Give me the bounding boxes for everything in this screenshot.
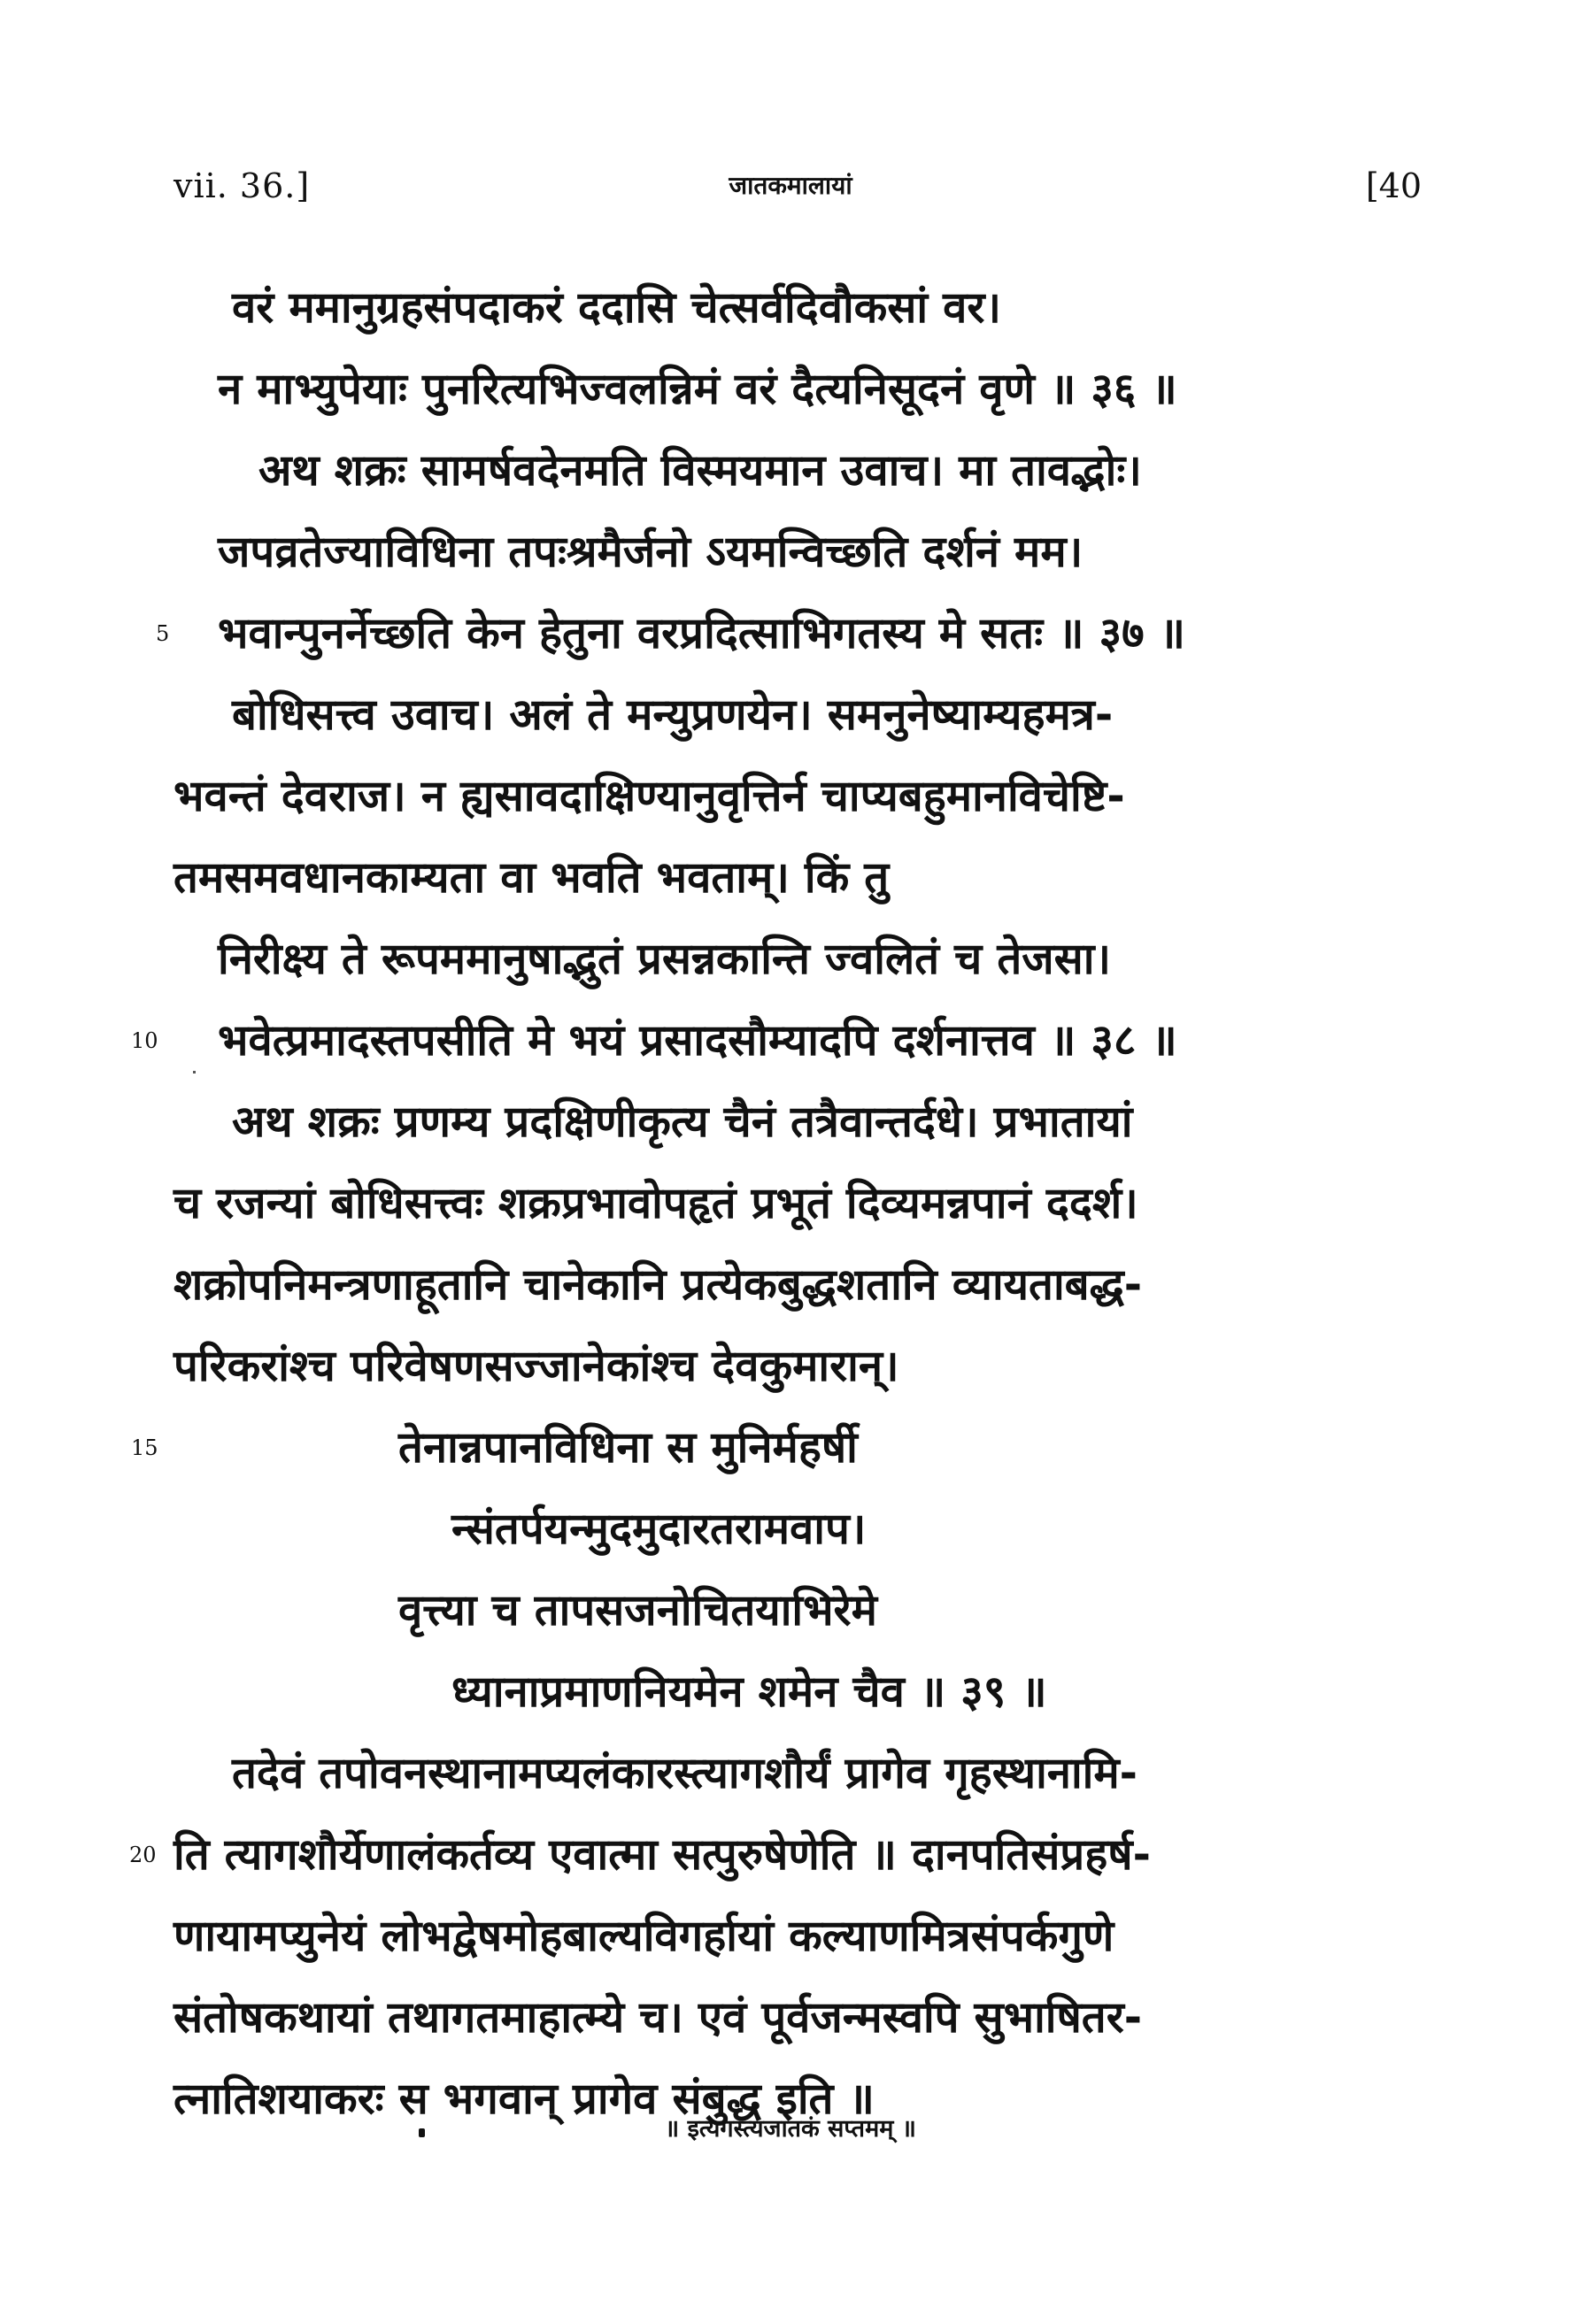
section-reference: vii. 36.]: [174, 166, 311, 205]
text-line: वरं ममानुग्रहसंपदाकरं ददासि चेत्सर्वदिवौकसां वर।: [232, 282, 1001, 333]
text-line: 20 ति त्यागशौर्येणालंकर्तव्य एवात्मा सत्पुरुषेणेति ॥ दानपतिसंप्रहर्ष-: [0, 1811, 1581, 1899]
text-line: बोधिसत्त्व उवाच। अलं ते मन्युप्रणयेन। समनुनेष्याम्यहमत्र-: [232, 689, 1114, 740]
verse-line: ध्यानाप्रमाणनियमेन शमेन चैव ॥ ३९ ॥: [451, 1666, 1047, 1717]
text-line: शक्रोपनिमन्त्रणाहूतानि चानेकानि प्रत्येकबुद्धशतानि व्यायताबद्ध-: [174, 1259, 1143, 1310]
running-title: जातकमालायां: [729, 171, 852, 200]
line-number: 5: [156, 621, 170, 646]
text-line: च रजन्यां बोधिसत्त्वः शक्रप्रभावोपहृतं प्रभूतं दिव्यमन्नपानं ददर्श।: [174, 1178, 1138, 1228]
text-line: अथ शक्रः सामर्षवदेनमति विस्मयमान उवाच। मा तावद्भोः।: [258, 445, 1142, 496]
text-line: निरीक्ष्य ते रूपममानुषाद्भुतं प्रसन्नकान्ति ज्वलितं च तेजसा।: [218, 934, 1112, 984]
print-speck: [193, 1071, 196, 1074]
verse-line: न्संतर्पयन्मुदमुदारतरामवाप।: [451, 1504, 867, 1554]
text-line: अथ शक्रः प्रणम्य प्रदक्षिणीकृत्य चैनं तत्रैवान्तर्दधे। प्रभातायां: [232, 1097, 1133, 1147]
text-line: 5 भवान्पुनर्नेच्छति केन हेतुना वरप्रदित्साभिगतस्य मे सतः ॥ ३७ ॥: [0, 589, 1581, 678]
text-line: 10 भवेत्प्रमादस्तपसीति मे भयं प्रसादसौम्यादपि दर्शनात्तव ॥ ३८ ॥: [0, 997, 1581, 1085]
text-line: तदेवं तपोवनस्थानामप्यलंकारस्त्यागशौर्यं प्रागेव गृहस्थानामि-: [232, 1748, 1138, 1798]
chapter-colophon: ॥ इत्यगस्त्यजातकं सप्तमम् ॥: [665, 2115, 916, 2143]
verse-line: 15 तेनान्नपानविधिना स मुनिर्महर्षी: [0, 1404, 1581, 1492]
verse-line: वृत्त्या च तापसजनोचितयाभिरेमे: [398, 1585, 877, 1635]
line-number: 10: [131, 1028, 158, 1053]
page-number: [40: [1365, 166, 1422, 205]
line-number: 20: [129, 1843, 157, 1867]
text-line: णायामप्युनेयं लोभद्वेषमोहबाल्यविगर्हायां कल्याणमित्रसंपर्कगुणे: [174, 1911, 1114, 1961]
text-line: तमसमवधानकाम्यता वा भवति भवताम्। किं तु: [174, 852, 890, 903]
text-line: जपव्रतेज्याविधिना तपःश्रमैर्जनो ऽयमन्विच्छति दर्शनं मम।: [218, 527, 1084, 577]
line-number: 15: [131, 1435, 158, 1460]
text-line: न माभ्युपेयाः पुनरित्यभिज्वलन्निमं वरं दैत्यनिसूदनं वृणे ॥ ३६ ॥: [218, 364, 1177, 414]
text-line: त्नातिशयाकरः स भगवान् प्रागेव संबुद्ध इति ॥: [174, 2074, 875, 2124]
page-header: [0, 166, 1581, 219]
text-line: परिकरांश्च परिवेषणसज्जानेकांश्च देवकुमारान्।: [174, 1341, 899, 1391]
text-line: भवन्तं देवराज। न ह्यसावदाक्षिण्यानुवृत्तिर्न चाप्यबहुमानविचेष्टि-: [174, 771, 1125, 821]
text-line: संतोषकथायां तथागतमाहात्म्ये च। एवं पूर्वजन्मस्वपि सुभाषितर-: [174, 1992, 1143, 2043]
